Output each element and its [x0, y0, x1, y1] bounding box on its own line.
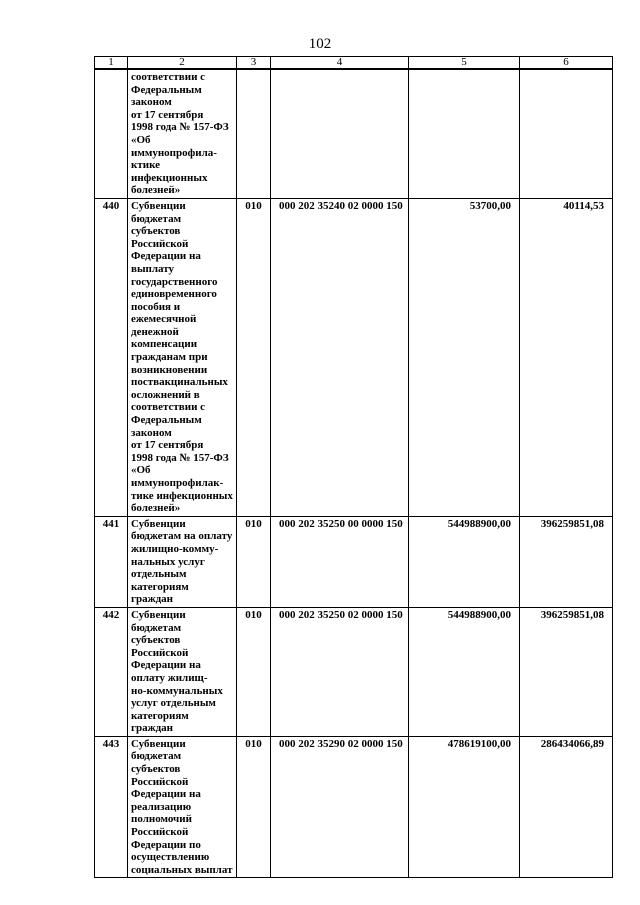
row-name-line: категориям граждан: [131, 709, 189, 735]
row-name-line: болезней»: [131, 184, 181, 197]
row-name-line: Федерации на: [131, 788, 201, 801]
row-name-line: иммунопрофила-: [131, 146, 217, 159]
row-name: [128, 736, 237, 878]
row-name-line: тике инфекционных: [131, 489, 233, 502]
row-name-line: осложнений в: [131, 388, 200, 401]
row-planned-amount: 544988900,00: [409, 607, 520, 736]
row-name-line: «Об: [131, 464, 151, 477]
row-name-line: законом: [131, 426, 172, 439]
row-name-line: от 17 сентября: [131, 108, 204, 121]
row-name-line: жилищно-комму-: [131, 542, 219, 555]
row-name-line: денежной: [131, 325, 179, 338]
column-header-2: 2: [128, 57, 237, 70]
table-row: [95, 516, 613, 607]
row-planned-amount: 544988900,00: [409, 516, 520, 607]
row-budget-classification-code: 000 202 35290 02 0000 150: [271, 736, 409, 878]
row-name-line: бюджетам: [131, 212, 182, 225]
row-name-line: ежемесячной: [131, 313, 197, 326]
budget-table: [94, 56, 613, 878]
row-line-code: [237, 69, 271, 198]
row-name-line: категориям граждан: [131, 580, 189, 606]
table-header-row: [95, 57, 613, 70]
row-name-line: Российской: [131, 826, 189, 839]
row-name-line: Федеральным: [131, 83, 202, 96]
table-row: [95, 69, 613, 198]
row-name-line: нальных услуг: [131, 555, 205, 568]
column-header-4: 4: [271, 57, 409, 70]
row-name-line: 1998 года № 157-ФЗ: [131, 121, 229, 134]
table-row: [95, 736, 613, 878]
row-name-line: поствакцинальных: [131, 376, 228, 389]
row-line-code: 010: [237, 198, 271, 516]
row-name-line: Федерации на: [131, 659, 201, 672]
row-name-line: Федерации по: [131, 838, 201, 851]
row-budget-classification-code: 000 202 35250 02 0000 150: [271, 607, 409, 736]
row-number: 442: [95, 607, 128, 736]
row-name-line: соответствии с: [131, 401, 206, 414]
row-number: [95, 69, 128, 198]
row-name-line: законом: [131, 96, 172, 109]
row-name-line: Российской: [131, 237, 189, 250]
row-line-code: 010: [237, 516, 271, 607]
row-planned-amount: 53700,00: [409, 198, 520, 516]
row-name-line: субъектов: [131, 763, 181, 776]
row-name: [128, 516, 237, 607]
row-name-line: единовременного: [131, 288, 217, 301]
row-name-line: бюджетам: [131, 750, 182, 763]
row-line-code: 010: [237, 607, 271, 736]
row-number: 440: [95, 198, 128, 516]
row-name-line: но-коммунальных: [131, 684, 223, 697]
table-row: [95, 198, 613, 516]
row-planned-amount: [409, 69, 520, 198]
column-header-6: 6: [520, 57, 613, 70]
row-name-line: Федеральным: [131, 414, 202, 427]
row-name-line: 1998 года № 157-ФЗ: [131, 451, 229, 464]
row-executed-amount: 40114,53: [520, 198, 613, 516]
row-name-line: бюджетам: [131, 621, 182, 634]
row-executed-amount: 396259851,08: [520, 516, 613, 607]
row-name-line: Субвенции: [131, 737, 186, 750]
row-name-line: Российской: [131, 775, 189, 788]
row-name: [128, 69, 237, 198]
row-name-line: возникновении: [131, 363, 208, 376]
row-name-line: соответствии с: [131, 71, 206, 83]
row-name-line: отдельным: [131, 568, 187, 581]
row-name-line: ктике: [131, 159, 161, 172]
row-line-code: 010: [237, 736, 271, 878]
row-name-line: социальных выплат: [131, 863, 233, 876]
row-number: 443: [95, 736, 128, 878]
row-name-line: «Об: [131, 133, 151, 146]
row-name-line: субъектов: [131, 634, 181, 647]
row-budget-classification-code: [271, 69, 409, 198]
row-number: 441: [95, 516, 128, 607]
row-name-line: Российской: [131, 646, 189, 659]
row-name-line: инфекционных: [131, 171, 208, 184]
row-name-line: государственного: [131, 275, 218, 288]
page-number: 102: [308, 36, 332, 52]
row-name-line: полномочий: [131, 813, 192, 826]
row-name: [128, 607, 237, 736]
row-name-line: Федерации на: [131, 250, 201, 263]
table-body: [95, 69, 613, 878]
row-name-line: болезней»: [131, 502, 181, 515]
row-budget-classification-code: 000 202 35240 02 0000 150: [271, 198, 409, 516]
column-header-1: 1: [95, 57, 128, 70]
row-name-line: оплату жилищ-: [131, 671, 208, 684]
column-header-5: 5: [409, 57, 520, 70]
row-name-line: гражданам при: [131, 351, 208, 364]
row-name-line: компенсации: [131, 338, 198, 351]
row-name-line: Субвенции: [131, 199, 186, 212]
column-header-3: 3: [237, 57, 271, 70]
row-name-line: Субвенции: [131, 517, 186, 530]
row-name-line: осуществлению: [131, 851, 210, 864]
row-name-line: выплату: [131, 262, 175, 275]
row-executed-amount: 396259851,08: [520, 607, 613, 736]
row-name: [128, 198, 237, 516]
row-executed-amount: 286434066,89: [520, 736, 613, 878]
row-executed-amount: [520, 69, 613, 198]
row-planned-amount: 478619100,00: [409, 736, 520, 878]
row-name-line: реализацию: [131, 800, 192, 813]
row-name-line: иммунопрофилак-: [131, 477, 224, 489]
row-name-line: пособия и: [131, 300, 181, 313]
table-row: [95, 607, 613, 736]
row-name-line: субъектов: [131, 225, 181, 238]
row-name-line: услуг отдельным: [131, 697, 216, 710]
row-name-line: Субвенции: [131, 608, 186, 621]
row-name-line: от 17 сентября: [131, 439, 204, 452]
row-budget-classification-code: 000 202 35250 00 0000 150: [271, 516, 409, 607]
row-name-line: бюджетам на оплату: [131, 530, 233, 543]
